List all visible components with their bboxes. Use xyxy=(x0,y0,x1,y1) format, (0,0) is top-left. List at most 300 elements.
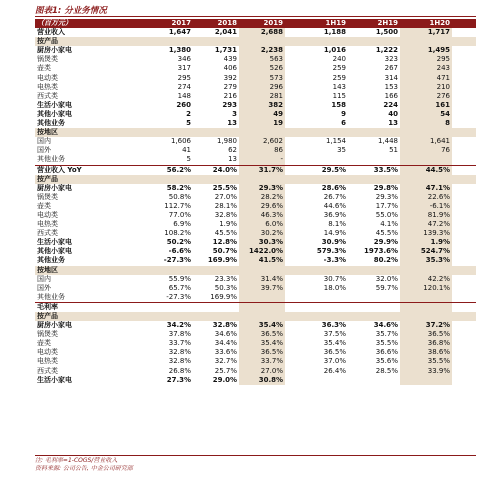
row-value xyxy=(193,312,239,321)
row-value: 296 xyxy=(239,83,285,92)
table-row xyxy=(35,302,476,312)
table-row xyxy=(35,330,476,339)
header-unit-label: （百万元） xyxy=(35,19,147,28)
row-value: 210 xyxy=(400,83,452,92)
row-value: 33.9% xyxy=(400,367,452,376)
row-value: 32.8% xyxy=(168,357,191,366)
row-value: 32.7% xyxy=(214,357,237,366)
row-value: 50.7% xyxy=(212,247,237,256)
row-label: 按产品 xyxy=(35,175,147,184)
row-value: 62 xyxy=(228,146,237,155)
row-value: 573 xyxy=(239,74,285,83)
row-value: 153 xyxy=(384,82,398,91)
row-label: 电热类 xyxy=(37,357,58,366)
row-value: 33.6% xyxy=(214,348,237,357)
row-value xyxy=(147,312,193,321)
row-value: 76 xyxy=(400,146,452,155)
row-value: 1,448 xyxy=(377,137,398,146)
row-value: 42.2% xyxy=(400,275,452,284)
row-label: 按产品 xyxy=(35,312,147,321)
row-value: 108.2% xyxy=(164,229,191,238)
row-label: 国外 xyxy=(37,283,51,292)
row-value: 29.3% xyxy=(239,184,285,193)
row-label: 毛利率 xyxy=(35,302,147,312)
row-value: 36.5% xyxy=(323,348,346,357)
row-value: 44.6% xyxy=(323,201,346,210)
row-value: 81.9% xyxy=(400,211,452,220)
row-value xyxy=(400,293,452,303)
table-body xyxy=(35,19,476,385)
row-value: 86 xyxy=(239,146,285,155)
row-value: 26.7% xyxy=(323,192,346,201)
figure-title: 图表1: 分业务情况 xyxy=(35,6,107,16)
row-label: 电热类 xyxy=(37,220,58,229)
row-value: 1.9% xyxy=(400,238,452,247)
row-value: 56.2% xyxy=(147,165,193,175)
row-value xyxy=(147,302,193,312)
row-value: 39.7% xyxy=(239,284,285,293)
row-value: 166 xyxy=(384,91,398,100)
row-value xyxy=(400,302,452,312)
row-value: 1,154 xyxy=(325,137,346,146)
row-value xyxy=(147,128,193,137)
row-label: 生活小家电 xyxy=(37,375,72,384)
row-label: 按地区 xyxy=(35,266,147,275)
row-value: 59.7% xyxy=(375,283,398,292)
row-value xyxy=(239,175,285,184)
row-value xyxy=(193,302,239,312)
row-value: 2,602 xyxy=(239,137,285,146)
row-value xyxy=(348,128,400,137)
header-col-2018: 2018 xyxy=(193,19,239,28)
row-value: 37.2% xyxy=(400,321,452,330)
row-value xyxy=(400,175,452,184)
row-value: 37.8% xyxy=(168,330,191,339)
row-value: 1,647 xyxy=(168,28,191,37)
row-label: 厨房小家电 xyxy=(37,183,72,192)
row-value: 55.9% xyxy=(168,274,191,283)
row-value: 27.0% xyxy=(214,192,237,201)
row-value: 22.6% xyxy=(400,193,452,202)
row-value xyxy=(400,376,452,385)
row-label: 按产品 xyxy=(35,37,147,46)
row-value xyxy=(348,293,400,303)
row-label: 其他业务 xyxy=(37,119,65,128)
row-value: 31.7% xyxy=(239,165,285,175)
table-row xyxy=(35,275,476,284)
row-value: 29.3% xyxy=(375,192,398,201)
row-value xyxy=(400,266,452,275)
table-row xyxy=(35,348,476,357)
row-value: 3 xyxy=(232,109,237,118)
row-value xyxy=(239,312,285,321)
row-value: 36.9% xyxy=(323,210,346,219)
row-value: 35.6% xyxy=(375,357,398,366)
row-value: 77.0% xyxy=(168,210,191,219)
header-col-2019: 2019 xyxy=(239,19,285,28)
row-value: 65.7% xyxy=(168,283,191,292)
table-row xyxy=(35,247,476,256)
row-value xyxy=(348,266,400,275)
row-value: 36.6% xyxy=(375,348,398,357)
row-value: 50.2% xyxy=(166,238,191,247)
row-value: 23.3% xyxy=(214,274,237,283)
row-value: 29.0% xyxy=(212,375,237,384)
row-value: 439 xyxy=(223,55,237,64)
row-value: 2,238 xyxy=(239,46,285,55)
row-value: 54 xyxy=(400,110,452,119)
row-label: 按地区 xyxy=(35,128,147,137)
row-value: 1,980 xyxy=(216,137,237,146)
row-value: 5 xyxy=(186,155,191,164)
row-value: 471 xyxy=(400,74,452,83)
row-value xyxy=(239,37,285,46)
table-row xyxy=(35,92,476,101)
row-value xyxy=(400,155,452,165)
row-value: 44.5% xyxy=(400,165,452,175)
row-value: 2 xyxy=(186,109,191,118)
row-value: 6.0% xyxy=(239,220,285,229)
row-value: 1973.6% xyxy=(363,247,398,256)
row-value: 120.1% xyxy=(400,284,452,293)
table-row xyxy=(35,155,476,165)
row-value: 139.3% xyxy=(400,229,452,238)
row-value: 50.3% xyxy=(214,283,237,292)
row-value: 240 xyxy=(332,55,346,64)
row-value: 34.6% xyxy=(373,321,398,330)
row-value xyxy=(348,376,400,385)
row-value: 158 xyxy=(331,100,346,109)
table-row xyxy=(35,46,476,55)
row-value: 47.2% xyxy=(400,220,452,229)
table-row xyxy=(35,74,476,83)
row-value: 55.0% xyxy=(375,210,398,219)
table-row xyxy=(35,64,476,73)
row-value: 295 xyxy=(177,73,191,82)
row-label: 其他业务 xyxy=(37,256,65,265)
table-row xyxy=(35,293,476,303)
row-value: 35 xyxy=(337,146,346,155)
row-value: 1,222 xyxy=(375,46,398,55)
table-row xyxy=(35,119,476,128)
header-col-1h19: 1H19 xyxy=(297,19,348,28)
row-value: -27.3% xyxy=(163,256,191,265)
row-value: 1,188 xyxy=(323,28,346,37)
row-value: 25.5% xyxy=(212,183,237,192)
table-row xyxy=(35,55,476,64)
row-value: 406 xyxy=(223,64,237,73)
row-value xyxy=(400,37,452,46)
table-row xyxy=(35,238,476,247)
row-label: 生活小家电 xyxy=(37,100,72,109)
row-value: 29.5% xyxy=(297,165,348,175)
row-value: 33.7% xyxy=(239,357,285,366)
row-value: 260 xyxy=(176,100,191,109)
row-value: -6.6% xyxy=(168,247,191,256)
row-value: 35.5% xyxy=(375,339,398,348)
table-row xyxy=(35,28,476,37)
row-value xyxy=(297,266,348,275)
row-value: 1,016 xyxy=(323,46,346,55)
row-value: 35.4% xyxy=(239,339,285,348)
footnotes xyxy=(35,455,476,473)
row-value: 32.0% xyxy=(375,274,398,283)
row-value: 524.7% xyxy=(400,247,452,256)
table-row xyxy=(35,184,476,193)
row-label: 电热类 xyxy=(37,82,58,91)
row-value: 276 xyxy=(400,92,452,101)
row-label: 西式类 xyxy=(37,229,58,238)
row-value: 30.9% xyxy=(321,238,346,247)
table-row xyxy=(35,220,476,229)
row-value: 169.9% xyxy=(207,256,237,265)
header-col-1h20: 1H20 xyxy=(400,19,452,28)
row-value: 30.3% xyxy=(239,238,285,247)
row-value: 12.8% xyxy=(212,238,237,247)
row-label: 国内 xyxy=(37,274,51,283)
row-value xyxy=(147,37,193,46)
table-row xyxy=(35,137,476,146)
table-row xyxy=(35,321,476,330)
table-row xyxy=(35,256,476,265)
row-value: 37.0% xyxy=(323,357,346,366)
header-col-2h19: 2H19 xyxy=(348,19,400,28)
row-value: 317 xyxy=(177,64,191,73)
section-row xyxy=(35,312,476,321)
row-value xyxy=(193,37,239,46)
row-value: 382 xyxy=(239,101,285,110)
row-label: 营业收入 YoY xyxy=(35,165,147,175)
row-label: 其他业务 xyxy=(37,155,65,164)
row-value: 36.5% xyxy=(239,330,285,339)
row-value: 28.1% xyxy=(214,201,237,210)
row-value: 243 xyxy=(400,64,452,73)
row-value: 13 xyxy=(228,155,237,164)
row-value xyxy=(193,128,239,137)
title-rule xyxy=(35,16,476,17)
row-value: 274 xyxy=(177,82,191,91)
row-value xyxy=(400,312,452,321)
row-value: 18.0% xyxy=(323,283,346,292)
row-value: 224 xyxy=(383,100,398,109)
table-row xyxy=(35,146,476,155)
row-value: 579.3% xyxy=(316,247,346,256)
row-label: 厨房小家电 xyxy=(37,46,72,55)
row-value: 1422.0% xyxy=(239,247,285,256)
row-value: 563 xyxy=(239,55,285,64)
row-value: 6.9% xyxy=(173,220,191,229)
row-value xyxy=(297,37,348,46)
row-value xyxy=(297,155,348,165)
row-label: 锅煲类 xyxy=(37,330,58,339)
row-value xyxy=(147,266,193,275)
row-value xyxy=(297,293,348,303)
table-header-row xyxy=(35,19,476,28)
row-value: 36.5% xyxy=(239,348,285,357)
row-label: 国内 xyxy=(37,137,51,146)
row-value xyxy=(239,128,285,137)
table-row xyxy=(35,193,476,202)
row-value: -27.3% xyxy=(166,292,191,301)
row-value xyxy=(239,266,285,275)
row-value xyxy=(297,312,348,321)
row-value: 1,641 xyxy=(400,137,452,146)
footnote-source: 资料来源: 公司公告, 中金公司研究部 xyxy=(35,465,133,472)
row-value: 1,495 xyxy=(400,46,452,55)
section-row xyxy=(35,175,476,184)
row-value: 115 xyxy=(332,91,346,100)
table-row xyxy=(35,357,476,366)
row-value: 13 xyxy=(388,119,398,128)
row-value xyxy=(348,37,400,46)
table-row xyxy=(35,83,476,92)
row-label: 西式类 xyxy=(37,366,58,375)
row-value: 35.7% xyxy=(375,330,398,339)
row-label: 锅煲类 xyxy=(37,192,58,201)
row-value: 9 xyxy=(341,109,346,118)
row-value: 5 xyxy=(186,119,191,128)
row-value: 323 xyxy=(384,55,398,64)
row-value: 40 xyxy=(388,109,398,118)
table-row xyxy=(35,284,476,293)
row-value: 49 xyxy=(239,110,285,119)
business-segment-table xyxy=(35,19,476,385)
row-label: 电动类 xyxy=(37,348,58,357)
row-label: 壶类 xyxy=(37,64,51,73)
row-value: 19 xyxy=(239,119,285,128)
row-value: 30.7% xyxy=(323,274,346,283)
row-value: 14.9% xyxy=(323,229,346,238)
row-label: 其他业务 xyxy=(37,292,65,301)
row-value: 267 xyxy=(384,64,398,73)
row-value: 8 xyxy=(400,119,452,128)
row-value: 1,380 xyxy=(168,46,191,55)
row-label: 国外 xyxy=(37,146,51,155)
row-value: 46.3% xyxy=(239,211,285,220)
row-value: 295 xyxy=(400,55,452,64)
row-value: 2,688 xyxy=(239,28,285,37)
table-row xyxy=(35,165,476,175)
section-row xyxy=(35,266,476,275)
row-value: 281 xyxy=(239,92,285,101)
row-value: 27.0% xyxy=(239,367,285,376)
table-row xyxy=(35,110,476,119)
section-row xyxy=(35,128,476,137)
row-value: 33.5% xyxy=(348,165,400,175)
row-value xyxy=(348,312,400,321)
row-value: 37.5% xyxy=(323,330,346,339)
row-value: 28.6% xyxy=(321,183,346,192)
row-value xyxy=(297,376,348,385)
row-value: 13 xyxy=(227,119,237,128)
row-value: 41.5% xyxy=(239,256,285,265)
table-row xyxy=(35,376,476,385)
row-value xyxy=(348,155,400,165)
row-value: 35.4% xyxy=(323,339,346,348)
row-value: 51 xyxy=(389,146,398,155)
row-label: 壶类 xyxy=(37,201,51,210)
row-value: 26.4% xyxy=(323,366,346,375)
table-row xyxy=(35,202,476,211)
row-value: 41 xyxy=(182,146,191,155)
row-value: 148 xyxy=(177,91,191,100)
row-value: 34.4% xyxy=(214,339,237,348)
row-value: -6.1% xyxy=(400,202,452,211)
row-value: 27.3% xyxy=(166,375,191,384)
row-value: 32.8% xyxy=(212,321,237,330)
row-value: 80.2% xyxy=(373,256,398,265)
row-value xyxy=(193,266,239,275)
row-value: 29.8% xyxy=(373,183,398,192)
row-label: 营业收入 xyxy=(37,28,65,37)
row-value xyxy=(400,128,452,137)
table-row xyxy=(35,211,476,220)
row-value: 28.5% xyxy=(375,366,398,375)
row-value: 34.6% xyxy=(214,330,237,339)
row-value: 36.5% xyxy=(400,330,452,339)
row-value: 35.4% xyxy=(239,321,285,330)
row-value: 30.2% xyxy=(239,229,285,238)
row-label: 其他小家电 xyxy=(37,247,72,256)
row-value: 279 xyxy=(223,82,237,91)
row-label: 生活小家电 xyxy=(37,238,72,247)
row-value: 1,731 xyxy=(214,46,237,55)
row-value: 526 xyxy=(239,64,285,73)
row-value: 8.1% xyxy=(328,220,346,229)
row-value: 45.5% xyxy=(375,229,398,238)
row-value: 32.8% xyxy=(168,348,191,357)
row-value: 1.9% xyxy=(219,220,237,229)
row-value: 47.1% xyxy=(400,184,452,193)
row-value xyxy=(297,302,348,312)
row-value: 29.6% xyxy=(239,202,285,211)
row-value: 112.7% xyxy=(164,201,191,210)
row-label: 壶类 xyxy=(37,339,51,348)
row-value: 346 xyxy=(177,55,191,64)
row-value: 45.5% xyxy=(214,229,237,238)
table-row xyxy=(35,229,476,238)
row-value xyxy=(348,302,400,312)
row-value: - xyxy=(239,155,285,165)
row-value: 58.2% xyxy=(166,183,191,192)
row-value: 30.8% xyxy=(239,376,285,385)
row-value: 31.4% xyxy=(239,275,285,284)
row-value: 259 xyxy=(332,73,346,82)
row-value: 6 xyxy=(341,119,346,128)
row-label: 电动类 xyxy=(37,73,58,82)
section-row xyxy=(35,37,476,46)
row-value: 1,717 xyxy=(400,28,452,37)
table-row xyxy=(35,339,476,348)
row-value xyxy=(348,175,400,184)
row-label: 电动类 xyxy=(37,210,58,219)
row-value: 35.3% xyxy=(400,256,452,265)
row-value: 314 xyxy=(384,73,398,82)
row-value: 36.8% xyxy=(400,339,452,348)
row-value: 24.0% xyxy=(193,165,239,175)
row-value: 36.3% xyxy=(321,321,346,330)
row-value: 17.7% xyxy=(375,201,398,210)
row-value: 32.8% xyxy=(214,210,237,219)
row-value: -3.3% xyxy=(323,256,346,265)
row-value: 4.1% xyxy=(380,220,398,229)
row-value xyxy=(297,128,348,137)
row-value: 25.7% xyxy=(214,366,237,375)
row-value: 34.2% xyxy=(166,321,191,330)
row-value xyxy=(147,175,193,184)
row-value: 38.6% xyxy=(400,348,452,357)
row-value: 33.7% xyxy=(168,339,191,348)
